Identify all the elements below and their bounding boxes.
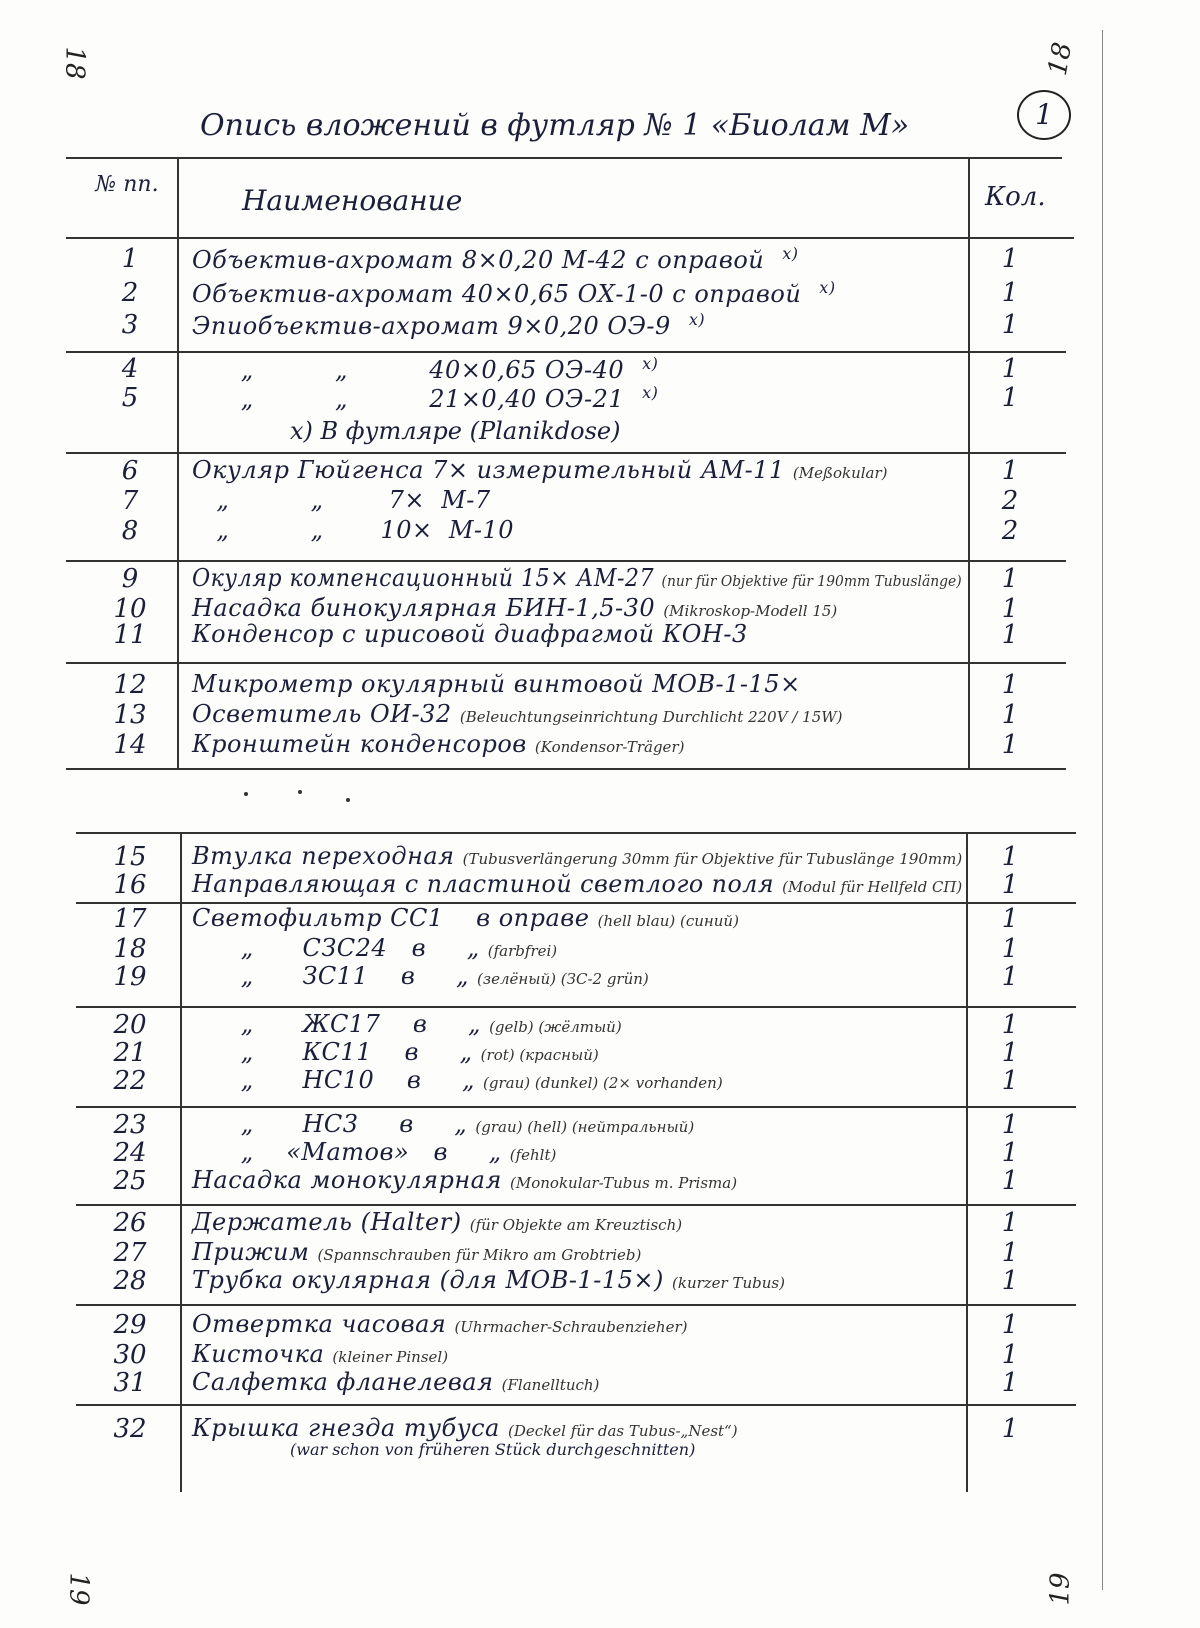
row-number: 18	[113, 934, 147, 964]
item-note: (Modul für Hellfeld СП)	[782, 878, 963, 896]
item-name	[192, 1066, 723, 1094]
item-name	[192, 870, 962, 898]
row-number: 19	[113, 962, 147, 992]
row-number: 15	[113, 842, 147, 872]
item-name	[192, 456, 888, 484]
item-note: (Meßokular)	[792, 464, 888, 482]
table-row	[0, 934, 1200, 964]
item-name-text: „ НС3 в „	[192, 1110, 468, 1138]
table-row	[0, 1266, 1200, 1296]
table-row	[0, 620, 1200, 650]
item-name-text: Окуляр Гюйгенса 7× измерительный АМ-11	[192, 456, 785, 484]
item-note: (Monokular-Tubus m. Prisma)	[510, 1174, 738, 1192]
item-name-text: Конденсор с ирисовой диафрагмой КОН-3	[192, 620, 748, 648]
item-name-text: Объектив-ахромат 8×0,20 М-42 с оправой	[192, 246, 765, 274]
item-name-text: Крышка гнезда тубуса	[192, 1414, 500, 1442]
item-name-text: Трубка окулярная (для МОВ-1-15×)	[192, 1266, 664, 1294]
item-name	[192, 486, 491, 514]
table-row	[0, 962, 1200, 992]
table-row	[0, 1340, 1200, 1370]
footnote-mark: x)	[642, 354, 659, 373]
item-quantity: 1	[1001, 1310, 1019, 1340]
table-row	[0, 564, 1200, 594]
item-quantity: 1	[1001, 1166, 1019, 1196]
item-note: (nur für Objektive für 190mm Tubuslänge)	[661, 572, 962, 590]
row-number: 9	[121, 564, 139, 594]
row-number: 22	[113, 1066, 147, 1096]
page-number-bottom-right: 19	[1045, 1572, 1076, 1606]
row-number: 25	[113, 1166, 147, 1196]
item-quantity: 1	[1001, 700, 1019, 730]
table-row	[0, 1310, 1200, 1340]
item-quantity: 2	[1001, 516, 1019, 546]
table-row	[0, 310, 1200, 340]
item-name-text: Прижим	[192, 1238, 310, 1266]
row-number: 26	[113, 1208, 147, 1238]
item-name-text: Втулка переходная	[192, 842, 455, 870]
table-row	[0, 1066, 1200, 1096]
item-note: (Tubusverlängerung 30mm für Objektive für Tubuslänge 190mm)	[462, 850, 963, 868]
item-name-text: Светофильтр СС1 в оправе	[192, 904, 590, 932]
row-number: 6	[121, 456, 139, 486]
item-name-text: Окуляр компенсационный 15× АМ-27	[192, 564, 655, 592]
item-name	[192, 1414, 738, 1442]
item-name	[192, 1310, 688, 1338]
item-quantity: 1	[1001, 278, 1019, 308]
table-row	[0, 244, 1200, 274]
row-number: 24	[113, 1138, 147, 1168]
row-number: 8	[121, 516, 139, 546]
row-32-extra-note: (war schon von früheren Stück durchgeschnitten)	[290, 1440, 696, 1459]
table-row	[0, 1038, 1200, 1068]
item-name	[192, 1166, 737, 1194]
item-note: (kleiner Pinsel)	[332, 1348, 449, 1366]
item-name	[192, 354, 658, 384]
item-quantity: 1	[1001, 564, 1019, 594]
row-number: 17	[113, 904, 147, 934]
item-name	[192, 383, 658, 413]
item-note: (farbfrei)	[487, 942, 558, 960]
item-note: (für Objekte am Kreuztisch)	[469, 1216, 683, 1234]
item-note: (Uhrmacher-Schraubenzieher)	[454, 1318, 688, 1336]
header-name: Наименование	[242, 184, 463, 217]
row-number: 3	[121, 310, 139, 340]
row-number: 5	[121, 383, 139, 413]
item-name	[192, 620, 748, 648]
row-number: 1	[121, 244, 139, 274]
item-name	[192, 244, 798, 274]
item-name	[192, 310, 705, 340]
item-note: (gelb) (жёлтый)	[489, 1018, 622, 1036]
item-name	[192, 934, 557, 962]
table-row	[0, 904, 1200, 934]
row-number: 32	[113, 1414, 147, 1444]
item-note: (grau) (hell) (нейтральный)	[475, 1118, 695, 1136]
header-num: № пп.	[95, 172, 159, 197]
item-name-text: Объектив-ахромат 40×0,65 ОХ-1-0 с оправой	[192, 280, 802, 308]
item-name-text: Насадка бинокулярная БИН-1,5-30	[192, 594, 656, 622]
row-number: 23	[113, 1110, 147, 1140]
item-name-text: „ ЖС17 в „	[192, 1010, 481, 1038]
footnote: x) В футляре (Planikdose)	[290, 417, 621, 445]
item-name	[192, 1010, 622, 1038]
item-note: (Beleuchtungseinrichtung Durchlicht 220V / 15W)	[459, 708, 843, 726]
item-note: (Mikroskop-Modell 15)	[663, 602, 838, 620]
item-name	[192, 670, 801, 698]
item-name-text: Салфетка фланелевая	[192, 1368, 494, 1396]
item-note: (grau) (dunkel) (2× vorhanden)	[483, 1074, 723, 1092]
item-quantity: 1	[1001, 244, 1019, 274]
item-note: (Kondensor-Träger)	[534, 738, 685, 756]
item-note: (kurzer Tubus)	[672, 1274, 785, 1292]
item-name	[192, 1110, 694, 1138]
item-quantity: 1	[1001, 354, 1019, 384]
item-quantity: 1	[1001, 670, 1019, 700]
item-name-text: Отвертка часовая	[192, 1310, 447, 1338]
item-name-text: „ «Матов» в „	[192, 1138, 502, 1166]
table-row	[0, 1414, 1200, 1444]
item-name	[192, 730, 684, 758]
sheet-mark: 1	[1017, 90, 1071, 140]
item-quantity: 1	[1001, 594, 1019, 624]
item-name	[192, 962, 649, 990]
item-quantity: 1	[1001, 934, 1019, 964]
item-name-text: Осветитель ОИ-32	[192, 700, 452, 728]
row-number: 11	[113, 620, 147, 650]
item-quantity: 1	[1001, 1368, 1019, 1398]
item-note: (Spannschrauben für Mikro am Grobtrieb)	[317, 1246, 642, 1264]
row-number: 27	[113, 1238, 147, 1268]
row-number: 7	[121, 486, 139, 516]
item-note: (Flanelltuch)	[501, 1376, 600, 1394]
table-row	[0, 456, 1200, 486]
item-quantity: 1	[1001, 962, 1019, 992]
item-name-text: „ ЗС11 в „	[192, 962, 469, 990]
item-quantity: 2	[1001, 486, 1019, 516]
table-row	[0, 1138, 1200, 1168]
footnote-mark: x)	[642, 383, 659, 402]
table-row	[0, 383, 1200, 413]
item-quantity: 1	[1001, 1110, 1019, 1140]
item-name-text: „ НС10 в „	[192, 1066, 475, 1094]
item-quantity: 1	[1001, 456, 1019, 486]
item-name-text: Направляющая с пластиной светлого поля	[192, 870, 775, 898]
item-name-text: Кисточка	[192, 1340, 325, 1368]
table-row	[0, 1010, 1200, 1040]
table-row	[0, 730, 1200, 760]
item-quantity: 1	[1001, 383, 1019, 413]
row-number: 16	[113, 870, 147, 900]
item-name-text: „ СЗС24 в „	[192, 934, 480, 962]
item-quantity: 1	[1001, 310, 1019, 340]
table-row	[0, 1238, 1200, 1268]
row-number: 10	[113, 594, 147, 624]
item-note: (зелёный) (ЗС-2 grün)	[477, 970, 649, 988]
row-number: 31	[113, 1368, 147, 1398]
item-quantity: 1	[1001, 870, 1019, 900]
row-number: 12	[113, 670, 147, 700]
item-name-text: „ КС11 в „	[192, 1038, 473, 1066]
item-name	[192, 1266, 785, 1294]
item-name	[192, 516, 514, 544]
item-quantity: 1	[1001, 1340, 1019, 1370]
table-row	[0, 1208, 1200, 1238]
item-note: (rot) (красный)	[480, 1046, 599, 1064]
item-quantity: 1	[1001, 620, 1019, 650]
item-name-text: „ „ 21×0,40 ОЭ-21	[192, 385, 625, 413]
item-quantity: 1	[1001, 1138, 1019, 1168]
table-row	[0, 278, 1200, 308]
item-name-text: Насадка монокулярная	[192, 1166, 502, 1194]
item-name-text: „ „ 10× М-10	[192, 516, 515, 544]
page-number-top-right: 18	[1042, 40, 1079, 78]
row-number: 28	[113, 1266, 147, 1296]
page-number-bottom-left: 19	[63, 1572, 94, 1606]
row-number: 13	[113, 700, 147, 730]
item-name	[192, 594, 837, 622]
item-note: (fehlt)	[509, 1146, 557, 1164]
item-quantity: 1	[1001, 1066, 1019, 1096]
table-row	[0, 354, 1200, 384]
page-number-top-left: 18	[59, 46, 90, 80]
item-quantity: 1	[1001, 842, 1019, 872]
row-number: 29	[113, 1310, 147, 1340]
item-quantity: 1	[1001, 1238, 1019, 1268]
item-name	[192, 564, 962, 592]
header-qty: Кол.	[985, 182, 1046, 212]
item-quantity: 1	[1001, 1010, 1019, 1040]
footnote-mark: x)	[819, 278, 836, 297]
table-row	[0, 700, 1200, 730]
item-name	[192, 1238, 641, 1266]
row-number: 14	[113, 730, 147, 760]
item-name	[192, 1038, 599, 1066]
table-row	[0, 516, 1200, 546]
item-name	[192, 1368, 599, 1396]
item-quantity: 1	[1001, 904, 1019, 934]
table-row	[0, 842, 1200, 872]
item-name	[192, 904, 739, 932]
item-name-text: „ „ 7× М-7	[192, 486, 491, 514]
item-name	[192, 1138, 556, 1166]
item-name-text: Кронштейн конденсоров	[192, 730, 527, 758]
row-number: 30	[113, 1340, 147, 1370]
table-row	[0, 1368, 1200, 1398]
table-row	[0, 486, 1200, 516]
table-row	[0, 670, 1200, 700]
page-title: Опись вложений в футляр № 1 «Биолам М»	[200, 108, 910, 143]
item-quantity: 1	[1001, 1208, 1019, 1238]
table-row	[0, 1110, 1200, 1140]
footnote-mark: x)	[782, 244, 799, 263]
item-note: (Deckel für das Tubus-„Nest“)	[508, 1422, 738, 1440]
footnote-mark: x)	[688, 310, 706, 329]
item-quantity: 1	[1001, 1038, 1019, 1068]
item-name-text: Держатель (Halter)	[192, 1208, 462, 1236]
item-name	[192, 1208, 682, 1236]
item-name-text: Эпиобъектив-ахромат 9×0,20 ОЭ-9	[192, 312, 671, 340]
item-quantity: 1	[1001, 1266, 1019, 1296]
row-number: 4	[121, 354, 139, 384]
item-name	[192, 1340, 448, 1368]
item-quantity: 1	[1001, 730, 1019, 760]
row-number: 21	[113, 1038, 147, 1068]
item-quantity: 1	[1001, 1414, 1019, 1444]
table-row	[0, 870, 1200, 900]
item-name-text: „ „ 40×0,65 ОЭ-40	[192, 356, 625, 384]
item-name	[192, 842, 962, 870]
row-number: 2	[121, 278, 139, 308]
item-name	[192, 278, 836, 308]
table-row	[0, 1166, 1200, 1196]
item-name-text: Микрометр окулярный винтовой МОВ-1-15×	[192, 670, 801, 698]
item-note: (hell blau) (синий)	[597, 912, 739, 930]
row-number: 20	[113, 1010, 147, 1040]
item-name	[192, 700, 843, 728]
